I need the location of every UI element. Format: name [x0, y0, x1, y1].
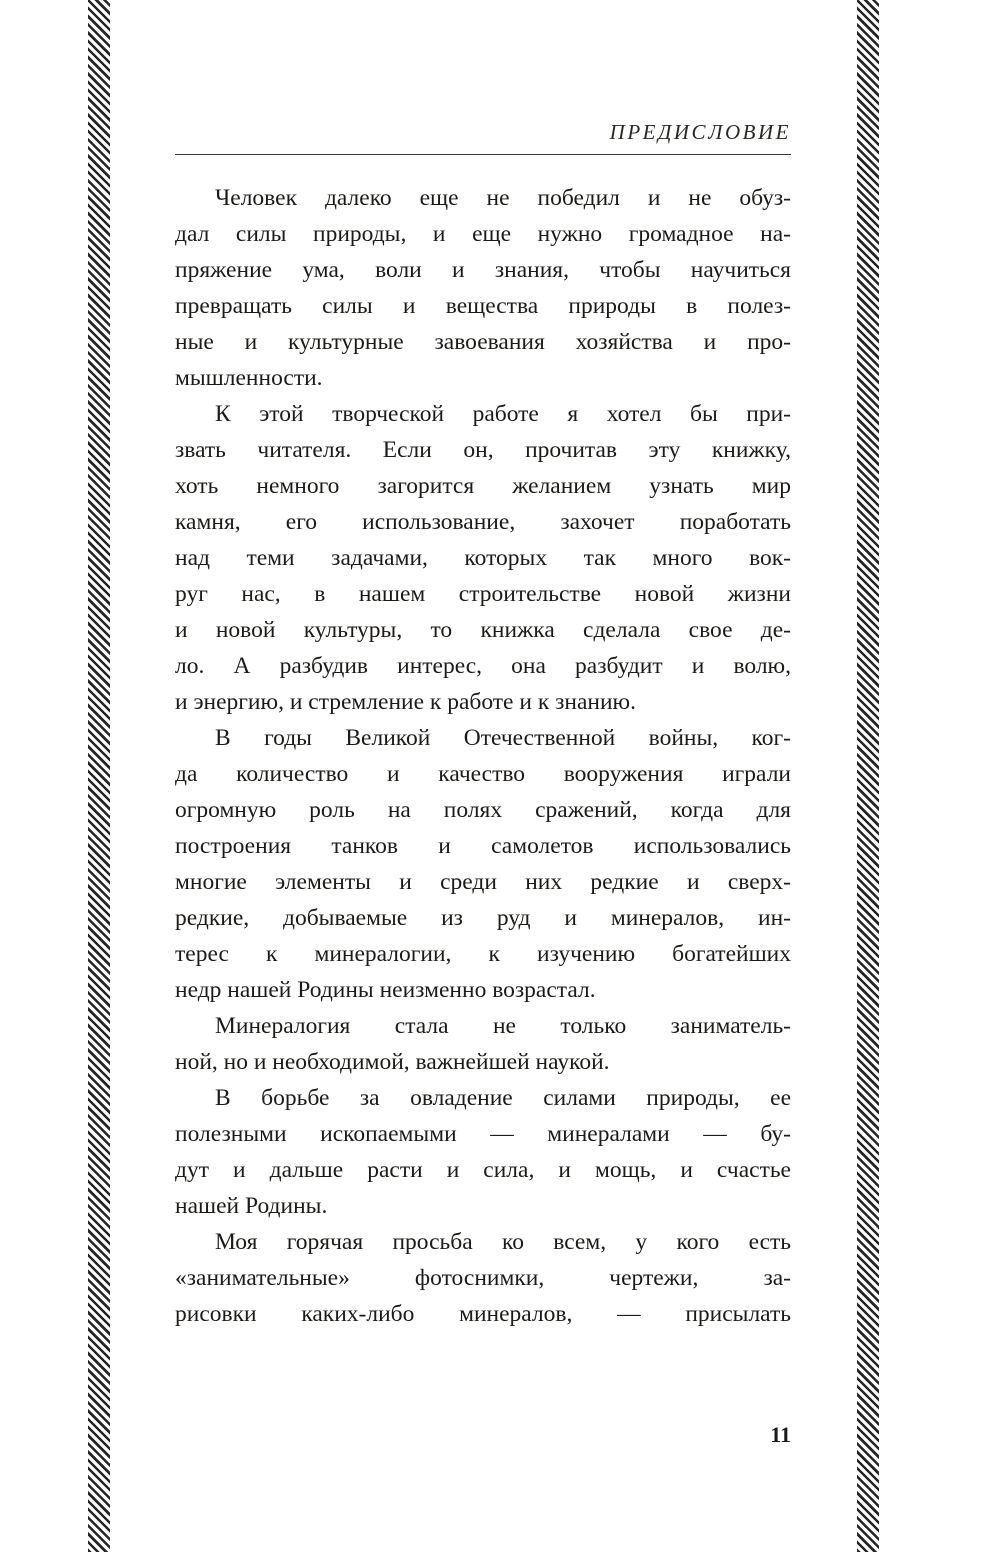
text-line: полезными ископаемыми — минералами — бу-: [175, 1121, 791, 1147]
paragraph: [175, 396, 791, 720]
text-line: терес к минералогии, к изучению богатейших: [175, 941, 791, 967]
text-line: нашей Родины.: [175, 1193, 328, 1219]
header-rule: [175, 154, 791, 155]
paragraph: [175, 720, 791, 1008]
text-line: огромную роль на полях сражений, когда для: [175, 797, 791, 823]
body-text: [175, 180, 791, 1332]
text-line: Моя горячая просьба ко всем, у кого есть: [215, 1229, 791, 1255]
text-line: недр нашей Родины неизменно возрастал.: [175, 977, 596, 1003]
text-line: руг нас, в нашем строительстве новой жизни: [175, 581, 791, 607]
text-line: построения танков и самолетов использовались: [175, 833, 791, 859]
text-line: «занимательные» фотоснимки, чертежи, за-: [175, 1265, 791, 1291]
text-line: В борьбе за овладение силами природы, ее: [215, 1085, 791, 1111]
text-line: В годы Великой Отечественной войны, ког-: [215, 725, 791, 751]
text-line: камня, его использование, захочет поработать: [175, 509, 791, 535]
text-line: ные и культурные завоевания хозяйства и про-: [175, 329, 791, 355]
text-line: и новой культуры, то книжка сделала свое де-: [175, 617, 791, 643]
text-line: Минералогия стала не только заниматель-: [215, 1013, 791, 1039]
text-line: хоть немного загорится желанием узнать мир: [175, 473, 791, 499]
text-line: пряжение ума, воли и знания, чтобы научиться: [175, 257, 791, 283]
text-line: и энергию, и стремление к работе и к знанию.: [175, 689, 636, 715]
text-line: над теми задачами, которых так много вок-: [175, 545, 791, 571]
paragraph: [175, 1224, 791, 1332]
text-line: превращать силы и вещества природы в полез-: [175, 293, 791, 319]
text-line: К этой творческой работе я хотел бы при-: [215, 401, 791, 427]
text-line: дал силы природы, и еще нужно громадное на-: [175, 221, 791, 247]
text-line: дут и дальше расти и сила, и мощь, и счастье: [175, 1157, 791, 1183]
text-line: ло. А разбудив интерес, она разбудит и волю,: [175, 653, 791, 679]
left-border-ornament: [88, 0, 110, 1552]
running-head: [175, 120, 791, 155]
page-number: 11: [770, 1422, 791, 1447]
paragraph: [175, 180, 791, 396]
text-line: мышленности.: [175, 365, 323, 391]
text-line: многие элементы и среди них редкие и сверх-: [175, 869, 791, 895]
text-line: рисовки каких-либо минералов, — присылать: [175, 1301, 791, 1327]
chapter-title: ПРЕДИСЛОВИЕ: [609, 120, 791, 144]
text-line: редкие, добываемые из руд и минералов, ин-: [175, 905, 791, 931]
text-line: Человек далеко еще не победил и не обуз-: [215, 185, 791, 211]
right-border-ornament: [857, 0, 879, 1552]
text-line: да количество и качество вооружения играли: [175, 761, 791, 787]
paragraph: [175, 1008, 791, 1080]
text-line: звать читателя. Если он, прочитав эту книжку,: [175, 437, 791, 463]
text-line: ной, но и необходимой, важнейшей наукой.: [175, 1049, 610, 1075]
paragraph: [175, 1080, 791, 1224]
